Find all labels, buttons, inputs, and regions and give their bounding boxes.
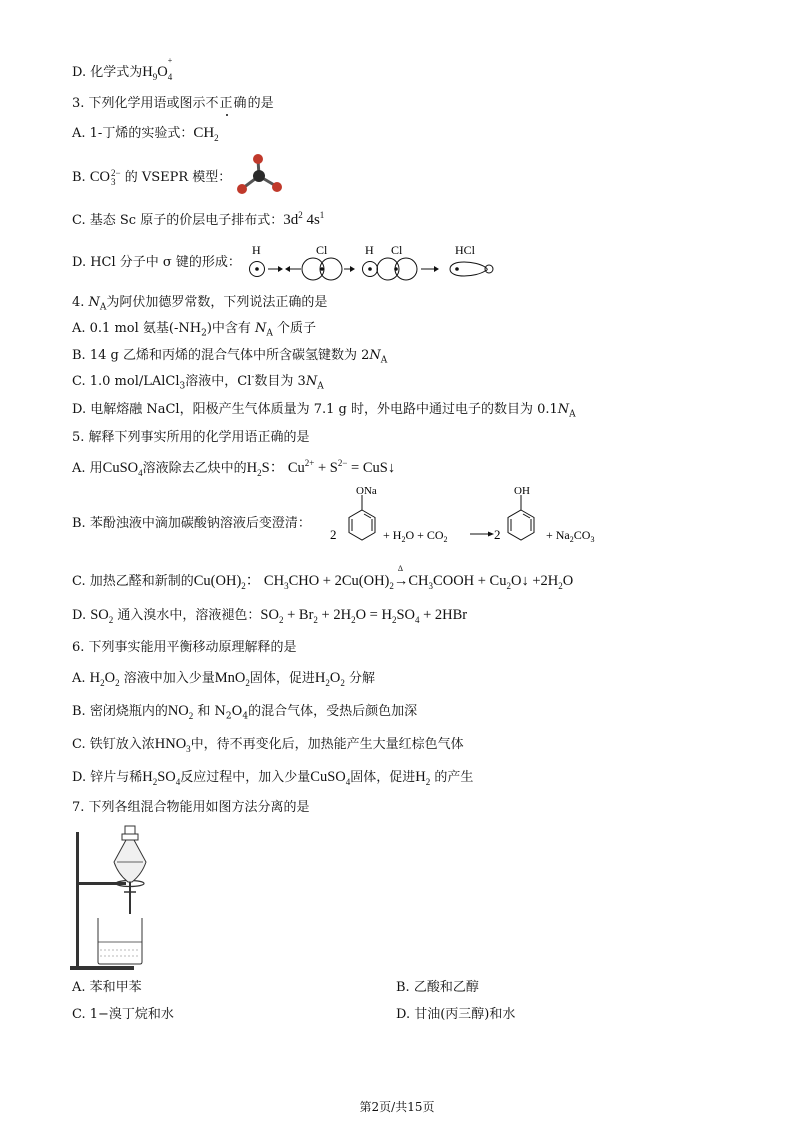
label-h: H: [252, 243, 261, 257]
q4-option-d: D. 电解熔融 NaCl，阳极产生气体质量为 7.1 g 时，外电路中通过电子的数目为 $0.1N_A$: [72, 402, 576, 420]
q3-option-a: A. 1-丁烯的实验式：$CH_2$: [72, 125, 219, 143]
q7-stem: 7. 下列各组混合物能用如图方法分离的是: [72, 800, 310, 815]
svg-text:+ H2O + CO2: + $H_2O + CO_2$: [383, 528, 448, 544]
svg-text:OH: OH: [514, 485, 530, 497]
q6-option-a: A. $H_2O_2$ 溶液中加入少量MnO$_2$固体，促进$H_2O_2$ 分解: [72, 670, 376, 688]
vsepr-model-icon: [232, 152, 288, 198]
q4-option-a: A. 0.1 mol 氨基$(-NH_2)$中含有 $N_A$ 个质子: [72, 321, 317, 339]
q6-option-c: C. 铁钉放入浓$HNO_3$中，待不再变化后，加热能产生大量红棕色气体: [72, 736, 464, 754]
q5-option-c: C. 加热乙醛和新制的$Cu(OH)_2$： $CH_3CHO + 2Cu(OH)_2\to$ Δ $CH_3COOH$ + $Cu_2O↓ +2H_2O$: [72, 564, 574, 591]
q4-option-b: B. 14 g 乙烯和丙烯的混合气体中所含碳氢键数为 $2N_A$: [72, 348, 388, 366]
q4-option-c: C. 1.0 mol/LAlCl$_3$溶液中，Cl-数目为 $3N_A$: [72, 372, 324, 392]
svg-text:2: 2: [494, 527, 501, 542]
q3-stem: 3. 下列化学用语或图示不正确的是: [72, 96, 274, 111]
q3-option-b: B. CO 2− 3 的 VSEPR 模型：: [72, 167, 232, 187]
page-footer: 第2页/共15页: [359, 1100, 435, 1114]
q7-option-a: A. 苯和甲苯: [72, 980, 142, 995]
q4-stem: 4. $N_A$为阿伏加德罗常数，下列说法正确的是: [72, 295, 328, 313]
q5-option-b: B. 苯酚浊液中滴加碳酸钠溶液后变澄清：: [72, 516, 311, 531]
q6-stem: 6. 下列事实能用平衡移动原理解释的是: [72, 640, 297, 655]
q3-option-c: C. 基态 Sc 原子的价层电子排布式：$3d^2$ $4s^1$: [72, 210, 325, 228]
svg-text:+ Na2CO3: + $Na_2CO_3$: [546, 528, 595, 544]
q7-option-b: B. 乙酸和乙醇: [396, 980, 479, 995]
q3-option-d: D. HCl 分子中 σ 键的形成：: [72, 255, 241, 270]
sigma-bond-diagram: [244, 242, 500, 282]
q2-option-d: D. 化学式为$H_9O$ $_{+ 4}$: [72, 55, 173, 82]
q7-option-d: D. 甘油(丙三醇)和水: [396, 1007, 516, 1022]
separatory-funnel-apparatus-icon: [70, 822, 162, 972]
q6-option-b: B. 密闭烧瓶内的$NO_2$ 和 $N_2O_4$的混合气体，受热后颜色加深: [72, 703, 418, 722]
label-h2: H: [365, 243, 374, 257]
q5-option-a: A. 用CuSO$_4$溶液除去乙炔中的$H_2S$： $Cu^{2+} + S^{2-}$ = CuS↓: [72, 458, 396, 478]
phenol-equation: [318, 484, 618, 556]
q5-option-d: D. $SO_2$ 通入溴水中，溶液褪色：$SO_2 + Br_2 + 2H_2O = H_2SO_4 + 2HBr$: [72, 607, 468, 625]
q5-stem: 5. 解释下列事实所用的化学用语正确的是: [72, 430, 310, 445]
label-cl2: Cl: [391, 243, 403, 257]
svg-text:2: 2: [330, 527, 337, 542]
q6-option-d: D. 锌片与稀$H_2SO_4$反应过程中，加入少量CuSO$_4$固体，促进$H_2$ 的产生: [72, 769, 474, 787]
label-hcl: HCl: [455, 243, 476, 257]
svg-text:ONa: ONa: [356, 485, 377, 497]
label-cl: Cl: [316, 243, 328, 257]
q7-option-c: C. 1−溴丁烷和水: [72, 1007, 174, 1022]
